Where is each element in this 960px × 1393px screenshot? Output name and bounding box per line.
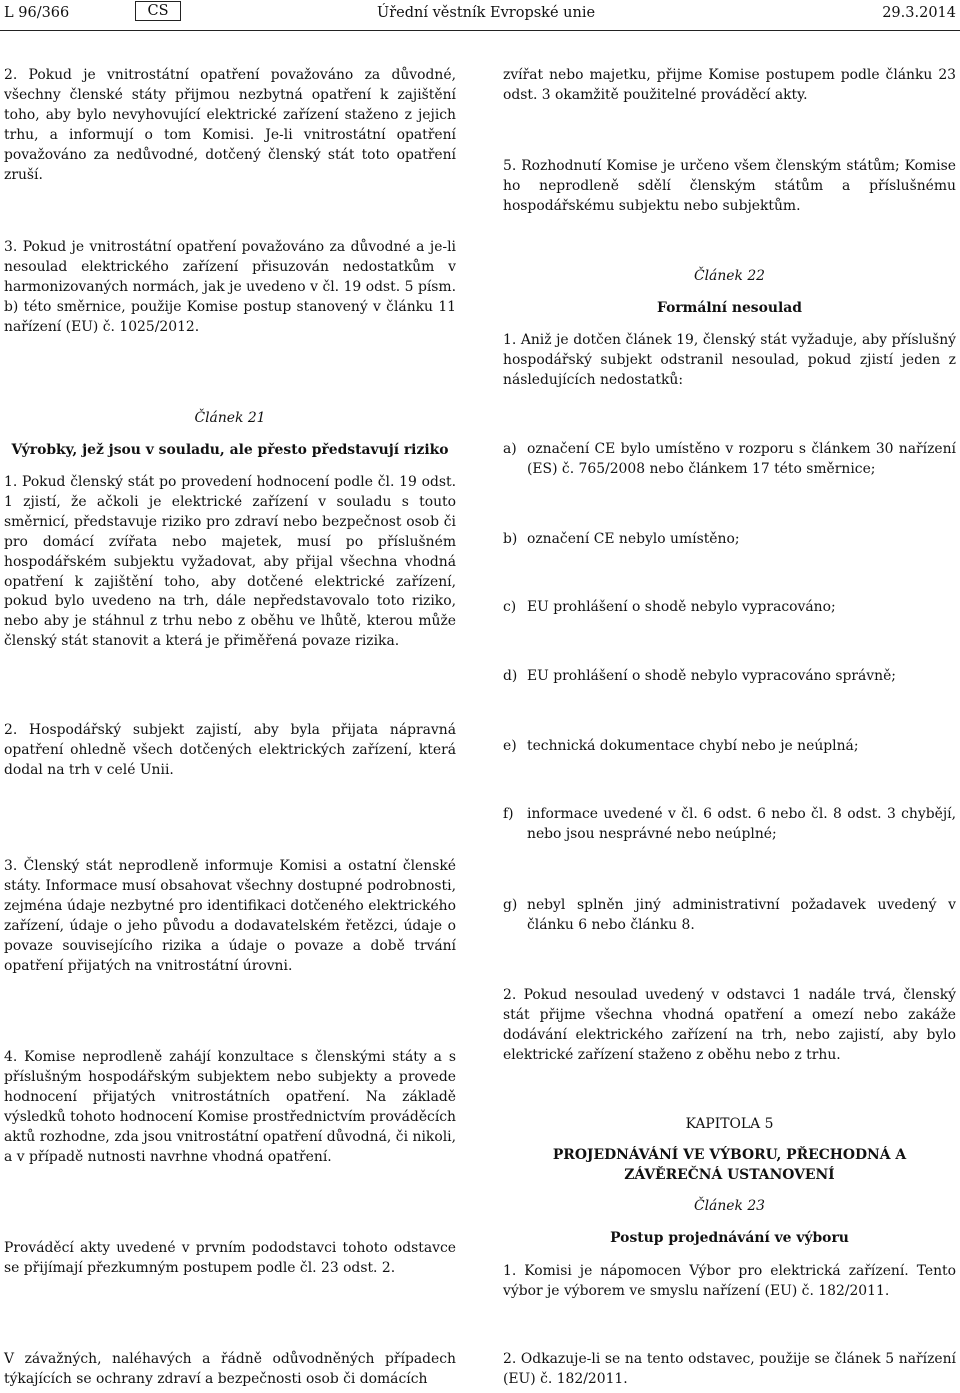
chapter-title: PROJEDNÁVÁNÍ VE VÝBORU, PŘECHODNÁ A ZÁVĚREČNÁ USTANOVENÍ — [552, 1147, 907, 1183]
chapter-label: KAPITOLA 5 — [685, 1116, 774, 1132]
article-22-title: Formální nesoulad — [657, 300, 802, 316]
list-item — [503, 896, 956, 936]
list-marker: d) — [503, 668, 518, 684]
art20-paragraph-3: 3. Pokud je vnitrostátní opatření považováno za důvodné a je-li nesoulad elektrického zařízení přisuzován nedostatkům v harmonizovaných normách, jak je uvedeno v čl. 19 odst. 5 písm. b) této směrnice, použije Komise postup stanovený v článku 11 nařízení (EU) č. 1025/2012. — [4, 239, 456, 335]
article-21-title: Výrobky, jež jsou v souladu, ale přesto představují riziko — [11, 442, 449, 458]
list-item-text: technická dokumentace chybí nebo je neúplná; — [527, 738, 859, 754]
list-marker: b) — [503, 531, 518, 547]
art20-paragraph-2: 2. Pokud je vnitrostátní opatření považováno za důvodné, všechny členské státy přijmou nezbytná opatření k zajištění toho, aby bylo nevyhovující elektrické zařízení staženo z jejich trhu, a informují o tom Komisi. Je-li vnitrostátní opatření považováno za nedůvodné, dotčený členský stát toto opatření zruší. — [4, 67, 456, 183]
list-item-text: nebyl splněn jiný administrativní požadavek uvedený v článku 6 nebo článku 8. — [527, 897, 956, 933]
art21-paragraph-4-urgent-continued: zvířat nebo majetku, přijme Komise postupem podle článku 23 odst. 3 okamžitě použitelné prováděcí akty. — [503, 67, 956, 103]
list-item-text: EU prohlášení o shodě nebylo vypracováno správně; — [527, 668, 896, 684]
list-marker: a) — [503, 441, 517, 457]
list-item — [503, 667, 956, 687]
language-badge: CS — [135, 1, 181, 21]
list-item — [503, 805, 956, 845]
article-22-label: Článek 22 — [693, 268, 766, 284]
list-item — [503, 440, 956, 480]
article-21-label: Článek 21 — [194, 410, 266, 426]
art22-paragraph-2: 2. Pokud nesoulad uvedený v odstavci 1 nadále trvá, členský stát přijme všechna vhodná opatření a omezí nebo zakáže dodávání elektrického zařízení na trh, nebo zajistí, aby bylo elektrické zařízení staženo z oběhu nebo z trhu. — [503, 987, 956, 1063]
list-marker: e) — [503, 738, 517, 754]
list-item — [503, 598, 956, 618]
art22-paragraph-1: 1. Aniž je dotčen článek 19, členský stát vyžaduje, aby příslušný hospodářský subjekt odstranil nesoulad, pokud zjistí jeden z následujících nedostatků: — [503, 332, 956, 388]
list-item-text: EU prohlášení o shodě nebylo vypracováno; — [527, 599, 836, 615]
journal-title: Úřední věstník Evropské unie — [377, 5, 596, 21]
art21-paragraph-4: 4. Komise neprodleně zahájí konzultace s členskými státy a s příslušným hospodářským subjektem nebo subjekty a provede hodnocení přijatých vnitrostátních opatření. Na základě výsledků tohoto hodnocení Komise prostřednictvím prováděcích aktů rozhodne, zda jsou vnitrostátní opatření důvodná, či nikoli, a v případě nutnosti navrhne vhodná opatření. — [4, 1049, 456, 1165]
art21-paragraph-3: 3. Členský stát neprodleně informuje Komisi a ostatní členské státy. Informace musí obsahovat všechny dostupné podrobnosti, zejména údaje nezbytné pro identifikaci dotčeného elektrického zařízení, údaje o jeho původu a dodavatelském řetězci, údaje o povaze souvisejícího rizika a údaje o povaze a době trvání opatření přijatých na vnitrostátní úrovni. — [4, 858, 456, 974]
list-marker: g) — [503, 897, 518, 913]
art21-paragraph-1: 1. Pokud členský stát po provedení hodnocení podle čl. 19 odst. 1 zjistí, že ačkoli je elektrické zařízení v souladu s touto směrnicí, představuje riziko pro zdraví nebo bezpečnost osob či pro domácí zvířata nebo majetek, musí po příslušném hospodářském subjektu vyžadovat, aby přijal všechna vhodná opatření k zajištění toho, aby dotčené elektrické zařízení, pokud bylo uvedeno na trh, dále nepředstavovalo toto riziko, nebo aby je stáhnul z trhu nebo z oběhu ve lhůtě, kterou může členský stát stanovit a která je přiměřená povaze rizika. — [4, 474, 456, 650]
art21-paragraph-5: 5. Rozhodnutí Komise je určeno všem členským státům; Komise ho neprodleně sdělí členským státům a příslušnému hospodářskému subjektu nebo subjektům. — [503, 158, 956, 214]
list-marker: c) — [503, 599, 517, 615]
list-item-text: označení CE bylo umístěno v rozporu s článkem 30 nařízení (ES) č. 765/2008 nebo článkem 17 této směrnice; — [527, 441, 956, 477]
page-header — [0, 0, 960, 30]
article-23-label: Článek 23 — [693, 1198, 766, 1214]
list-item — [503, 530, 956, 550]
art23-paragraph-2: 2. Odkazuje-li se na tento odstavec, použije se článek 5 nařízení (EU) č. 182/2011. — [503, 1351, 956, 1387]
page-reference: L 96/366 — [4, 5, 70, 21]
art21-paragraph-4-urgent: V závažných, naléhavých a řádně odůvodněných případech týkajících se ochrany zdraví a bezpečnosti osob či domácích — [4, 1351, 456, 1387]
publication-date: 29.3.2014 — [882, 5, 956, 21]
header-rule — [0, 30, 960, 31]
list-item — [503, 737, 956, 757]
list-item-text: označení CE nebylo umístěno; — [527, 531, 740, 547]
list-item-text: informace uvedené v čl. 6 odst. 6 nebo čl. 8 odst. 3 chybějí, nebo jsou nesprávné nebo neúplné; — [527, 806, 956, 842]
art23-paragraph-1: 1. Komisi je nápomocen Výbor pro elektrická zařízení. Tento výbor je výborem ve smyslu nařízení (EU) č. 182/2011. — [503, 1263, 956, 1299]
art21-paragraph-4-sub: Prováděcí akty uvedené v prvním pododstavci tohoto odstavce se přijímají přezkumným postupem podle čl. 23 odst. 2. — [4, 1240, 456, 1276]
article-23-title: Postup projednávání ve výboru — [610, 1230, 849, 1246]
list-marker: f) — [503, 806, 514, 822]
art21-paragraph-2: 2. Hospodářský subjekt zajistí, aby byla přijata nápravná opatření ohledně všech dotčených elektrických zařízení, která dodal na trh v celé Unii. — [4, 722, 456, 778]
